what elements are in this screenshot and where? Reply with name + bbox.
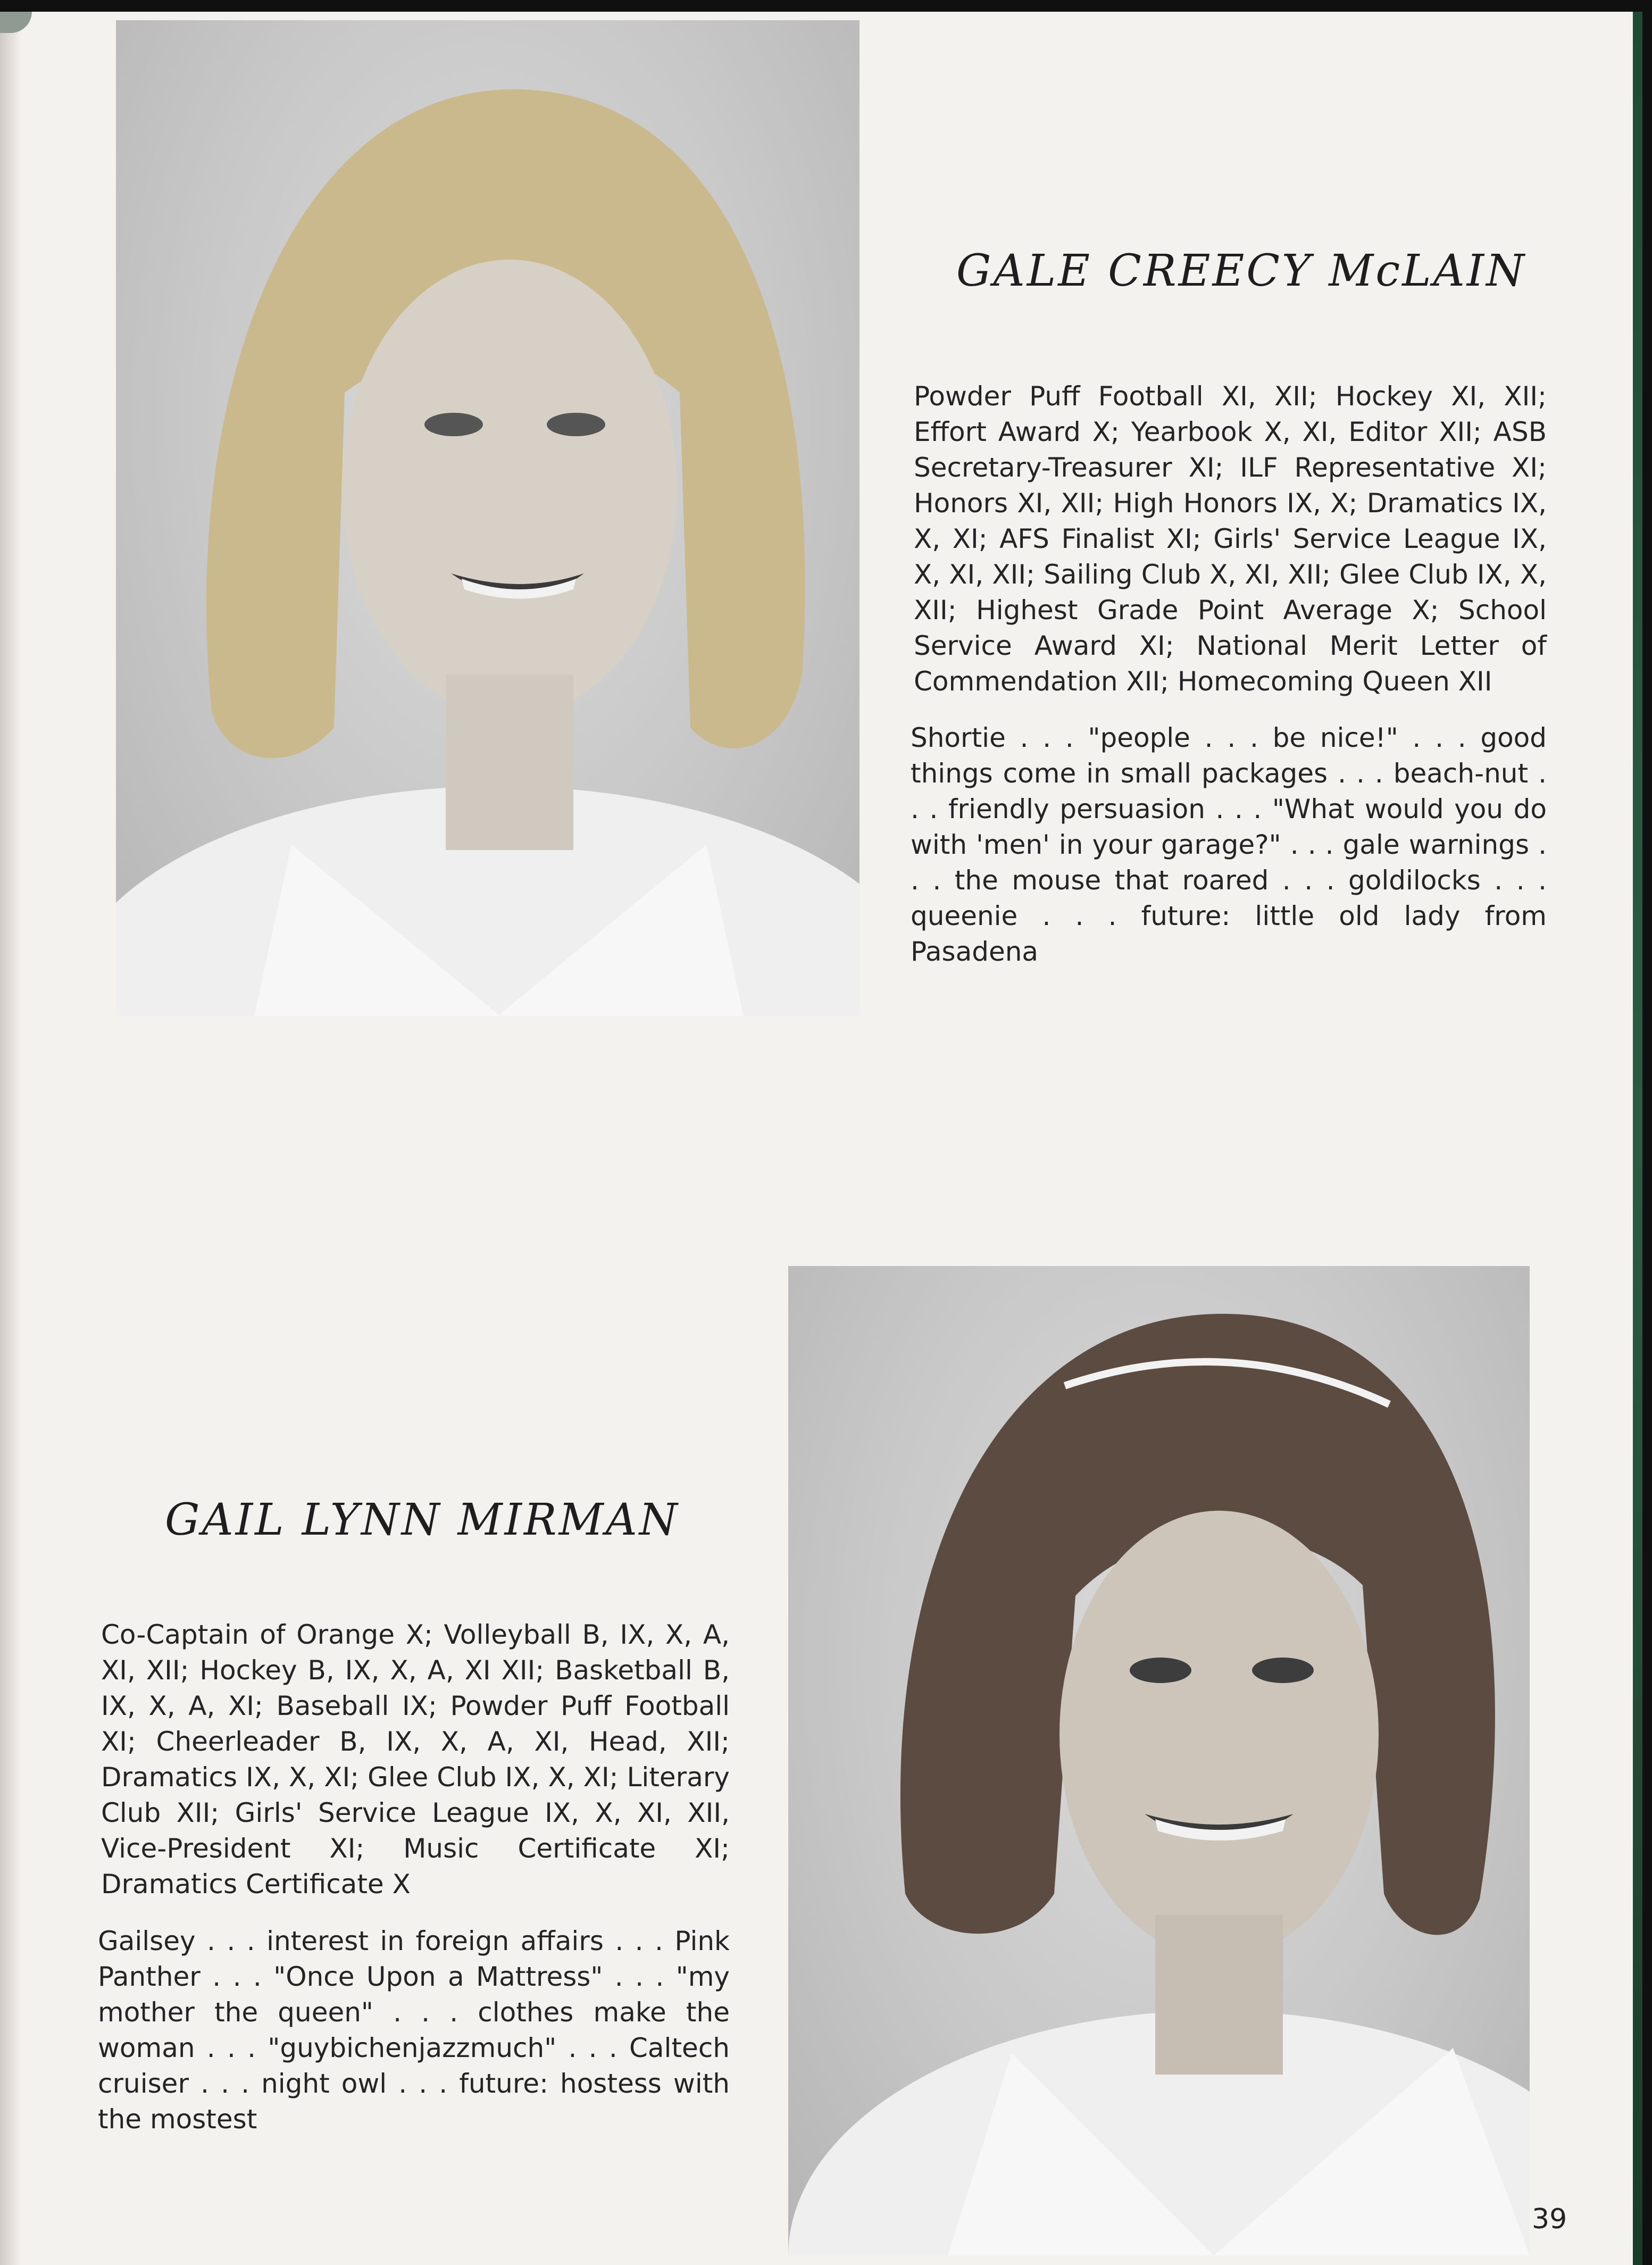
binding-shadow <box>0 12 21 2265</box>
portrait-photo-gale-mclain <box>116 20 860 1016</box>
quotes-text: Shortie . . . "people . . . be nice!" . . . good things come in small packages . . . beach-nut . . . friendly persuasion . . . "What would you do with 'men' in your garage?" . . . gale warnings . . . the mouse that roared . . . goldilocks . . . queenie . . . future: little old lady from Pasadena <box>911 722 1547 967</box>
portrait-photo-gail-mirman <box>788 1266 1530 2255</box>
student-name: GAIL LYNN MIRMAN <box>165 1495 680 1545</box>
activities-text: Co-Captain of Orange X; Volleyball B, IX, X, A, XI, XII; Hockey B, IX, X, A, XI XII; Basketball B, IX, X, A, XI; Baseball IX; Powder Puff Football XI; Cheerleader B, IX, X, A, XI, Head, XII; Dramatics IX, X, XI; Glee Club IX, X, XI; Literary Club XII; Girls' Service League IX, X, XI, XII, Vice-President XI; Music Certificate XI; Dramatics Certificate X <box>101 1619 730 1900</box>
activities-text: Powder Puff Football XI, XII; Hockey XI, XII; Effort Award X; Yearbook X, XI, Editor XII; ASB Secretary-Treasurer XI; ILF Representative XI; Honors XI, XII; High Honors IX, X; Dramatics IX, X, XI; AFS Finalist XI; Girls' Service League IX, X, XI, XII; Sailing Club X, XI, XII; Glee Club IX, X, XII; Highest Grade Point Average X; School Service Award XI; National Merit Letter of Commendation XII; Homecoming Queen XII <box>914 381 1547 697</box>
cover-edge <box>1633 12 1642 2265</box>
yearbook-page <box>0 12 1642 2265</box>
student-name: GALE CREECY McLAIN <box>956 246 1526 296</box>
page-number: 39 <box>1532 2203 1567 2235</box>
folded-corner <box>0 12 32 33</box>
quotes-text: Gailsey . . . interest in foreign affairs . . . Pink Panther . . . "Once Upon a Mattress" . . . "my mother the queen" . . . clothes make the woman . . . "guybichenjazzmuch" . . . Caltech cruiser . . . night owl . . . future: hostess with the mostest <box>98 1926 730 2135</box>
